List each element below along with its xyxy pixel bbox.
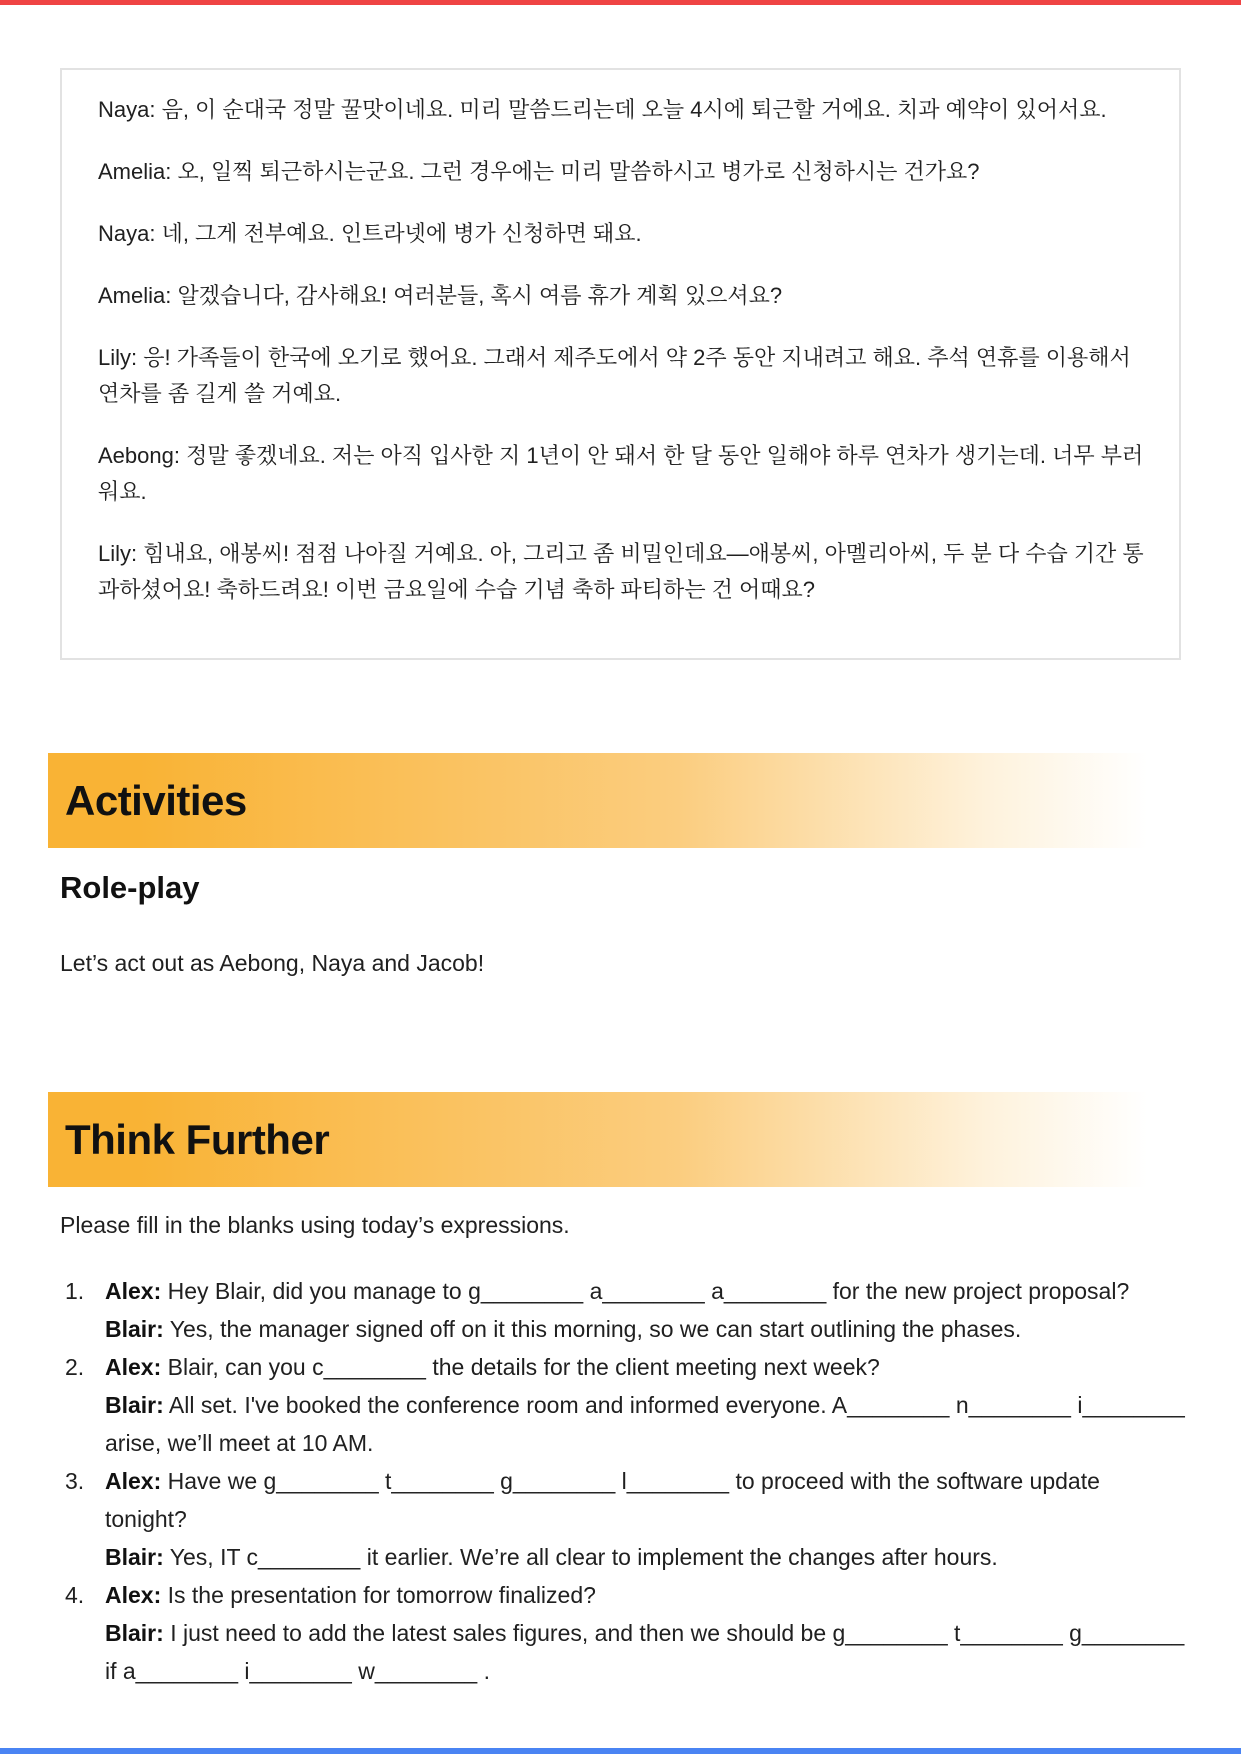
speaker-label: Alex: (105, 1582, 162, 1608)
exercise-turn (105, 1462, 1186, 1538)
exercise-item (60, 1348, 1186, 1462)
exercise-turn (105, 1576, 1186, 1614)
exercise-item (60, 1272, 1186, 1348)
exercise-item-number: 4. (65, 1582, 85, 1608)
activities-title: Activities (65, 776, 247, 824)
exercise-item-number: 2. (65, 1354, 85, 1380)
fill-in-blanks-exercise (60, 1272, 1186, 1690)
top-red-divider (0, 0, 1241, 5)
exercise-turn (105, 1310, 1186, 1348)
activities-section-band (48, 753, 1193, 848)
speaker-label: Alex: (105, 1354, 162, 1380)
dialogue-line: Amelia: 알겠습니다, 감사해요! 여러분들, 혹시 여름 휴가 계획 있으셔요? (98, 283, 783, 308)
turn-text: I just need to add the latest sales figures, and then we should be g________ t________ g________ if a________ i________ w________ . (105, 1620, 1185, 1684)
speaker-label: Blair: (105, 1620, 164, 1646)
exercise-item (60, 1462, 1186, 1576)
think-further-title: Think Further (65, 1115, 330, 1163)
think-further-instruction: Please fill in the blanks using today’s expressions. (60, 1212, 570, 1238)
exercise-turn (105, 1272, 1186, 1310)
exercise-turn (105, 1538, 1186, 1576)
dialogue-line: Lily: 힘내요, 애봉씨! 점점 나아질 거예요. 아, 그리고 좀 비밀인데요—애봉씨, 아멜리아씨, 두 분 다 수습 기간 통과하셨어요! 축하드려요! 이번 금요일에 수습 기념 축하 파티하는 건 어때요? (98, 541, 1144, 602)
exercise-item-number: 3. (65, 1468, 85, 1494)
exercise-item-content (105, 1272, 1186, 1348)
turn-text: Yes, the manager signed off on it this morning, so we can start outlining the phases. (169, 1316, 1022, 1342)
exercise-item-content (105, 1348, 1186, 1462)
role-play-instruction: Let’s act out as Aebong, Naya and Jacob! (60, 950, 485, 976)
turn-text: Blair, can you c________ the details for the client meeting next week? (167, 1354, 880, 1380)
turn-text: Have we g________ t________ g________ l________ to proceed with the software update tonight? (105, 1468, 1100, 1532)
dialogue-line: Amelia: 오, 일찍 퇴근하시는군요. 그런 경우에는 미리 말씀하시고 병가로 신청하시는 건가요? (98, 159, 980, 184)
speaker-label: Blair: (105, 1392, 164, 1418)
dialogue-line: Naya: 네, 그게 전부예요. 인트라넷에 병가 신청하면 돼요. (98, 221, 642, 246)
turn-text: Is the presentation for tomorrow finalized? (167, 1582, 596, 1608)
exercise-item (60, 1576, 1186, 1690)
exercise-item-content (105, 1576, 1186, 1690)
think-further-section-band (48, 1092, 1193, 1187)
exercise-item-number: 1. (65, 1278, 85, 1304)
turn-text: All set. I've booked the conference room and informed everyone. A________ n________ i________ arise, we’ll meet at 10 AM. (105, 1392, 1185, 1456)
speaker-label: Blair: (105, 1316, 164, 1342)
role-play-title: Role-play (60, 870, 200, 905)
dialogue-line: Lily: 응! 가족들이 한국에 오기로 했어요. 그래서 제주도에서 약 2주 동안 지내려고 해요. 추석 연휴를 이용해서 연차를 좀 길게 쓸 거예요. (98, 345, 1131, 406)
exercise-turn (105, 1614, 1186, 1690)
turn-text: Yes, IT c________ it earlier. We’re all clear to implement the changes after hours. (169, 1544, 998, 1570)
speaker-label: Alex: (105, 1468, 162, 1494)
speaker-label: Alex: (105, 1278, 162, 1304)
exercise-turn (105, 1348, 1186, 1386)
bottom-blue-divider (0, 1748, 1241, 1754)
speaker-label: Blair: (105, 1544, 164, 1570)
dialogue-line: Aebong: 정말 좋겠네요. 저는 아직 입사한 지 1년이 안 돼서 한 달 동안 일해야 하루 연차가 생기는데. 너무 부러워요. (98, 443, 1144, 504)
dialogue-box (60, 68, 1181, 660)
turn-text: Hey Blair, did you manage to g________ a________ a________ for the new project proposal? (167, 1278, 1130, 1304)
exercise-turn (105, 1386, 1186, 1462)
exercise-item-content (105, 1462, 1186, 1576)
dialogue-line: Naya: 음, 이 순대국 정말 꿀맛이네요. 미리 말씀드리는데 오늘 4시에 퇴근할 거에요. 치과 예약이 있어서요. (98, 97, 1107, 122)
